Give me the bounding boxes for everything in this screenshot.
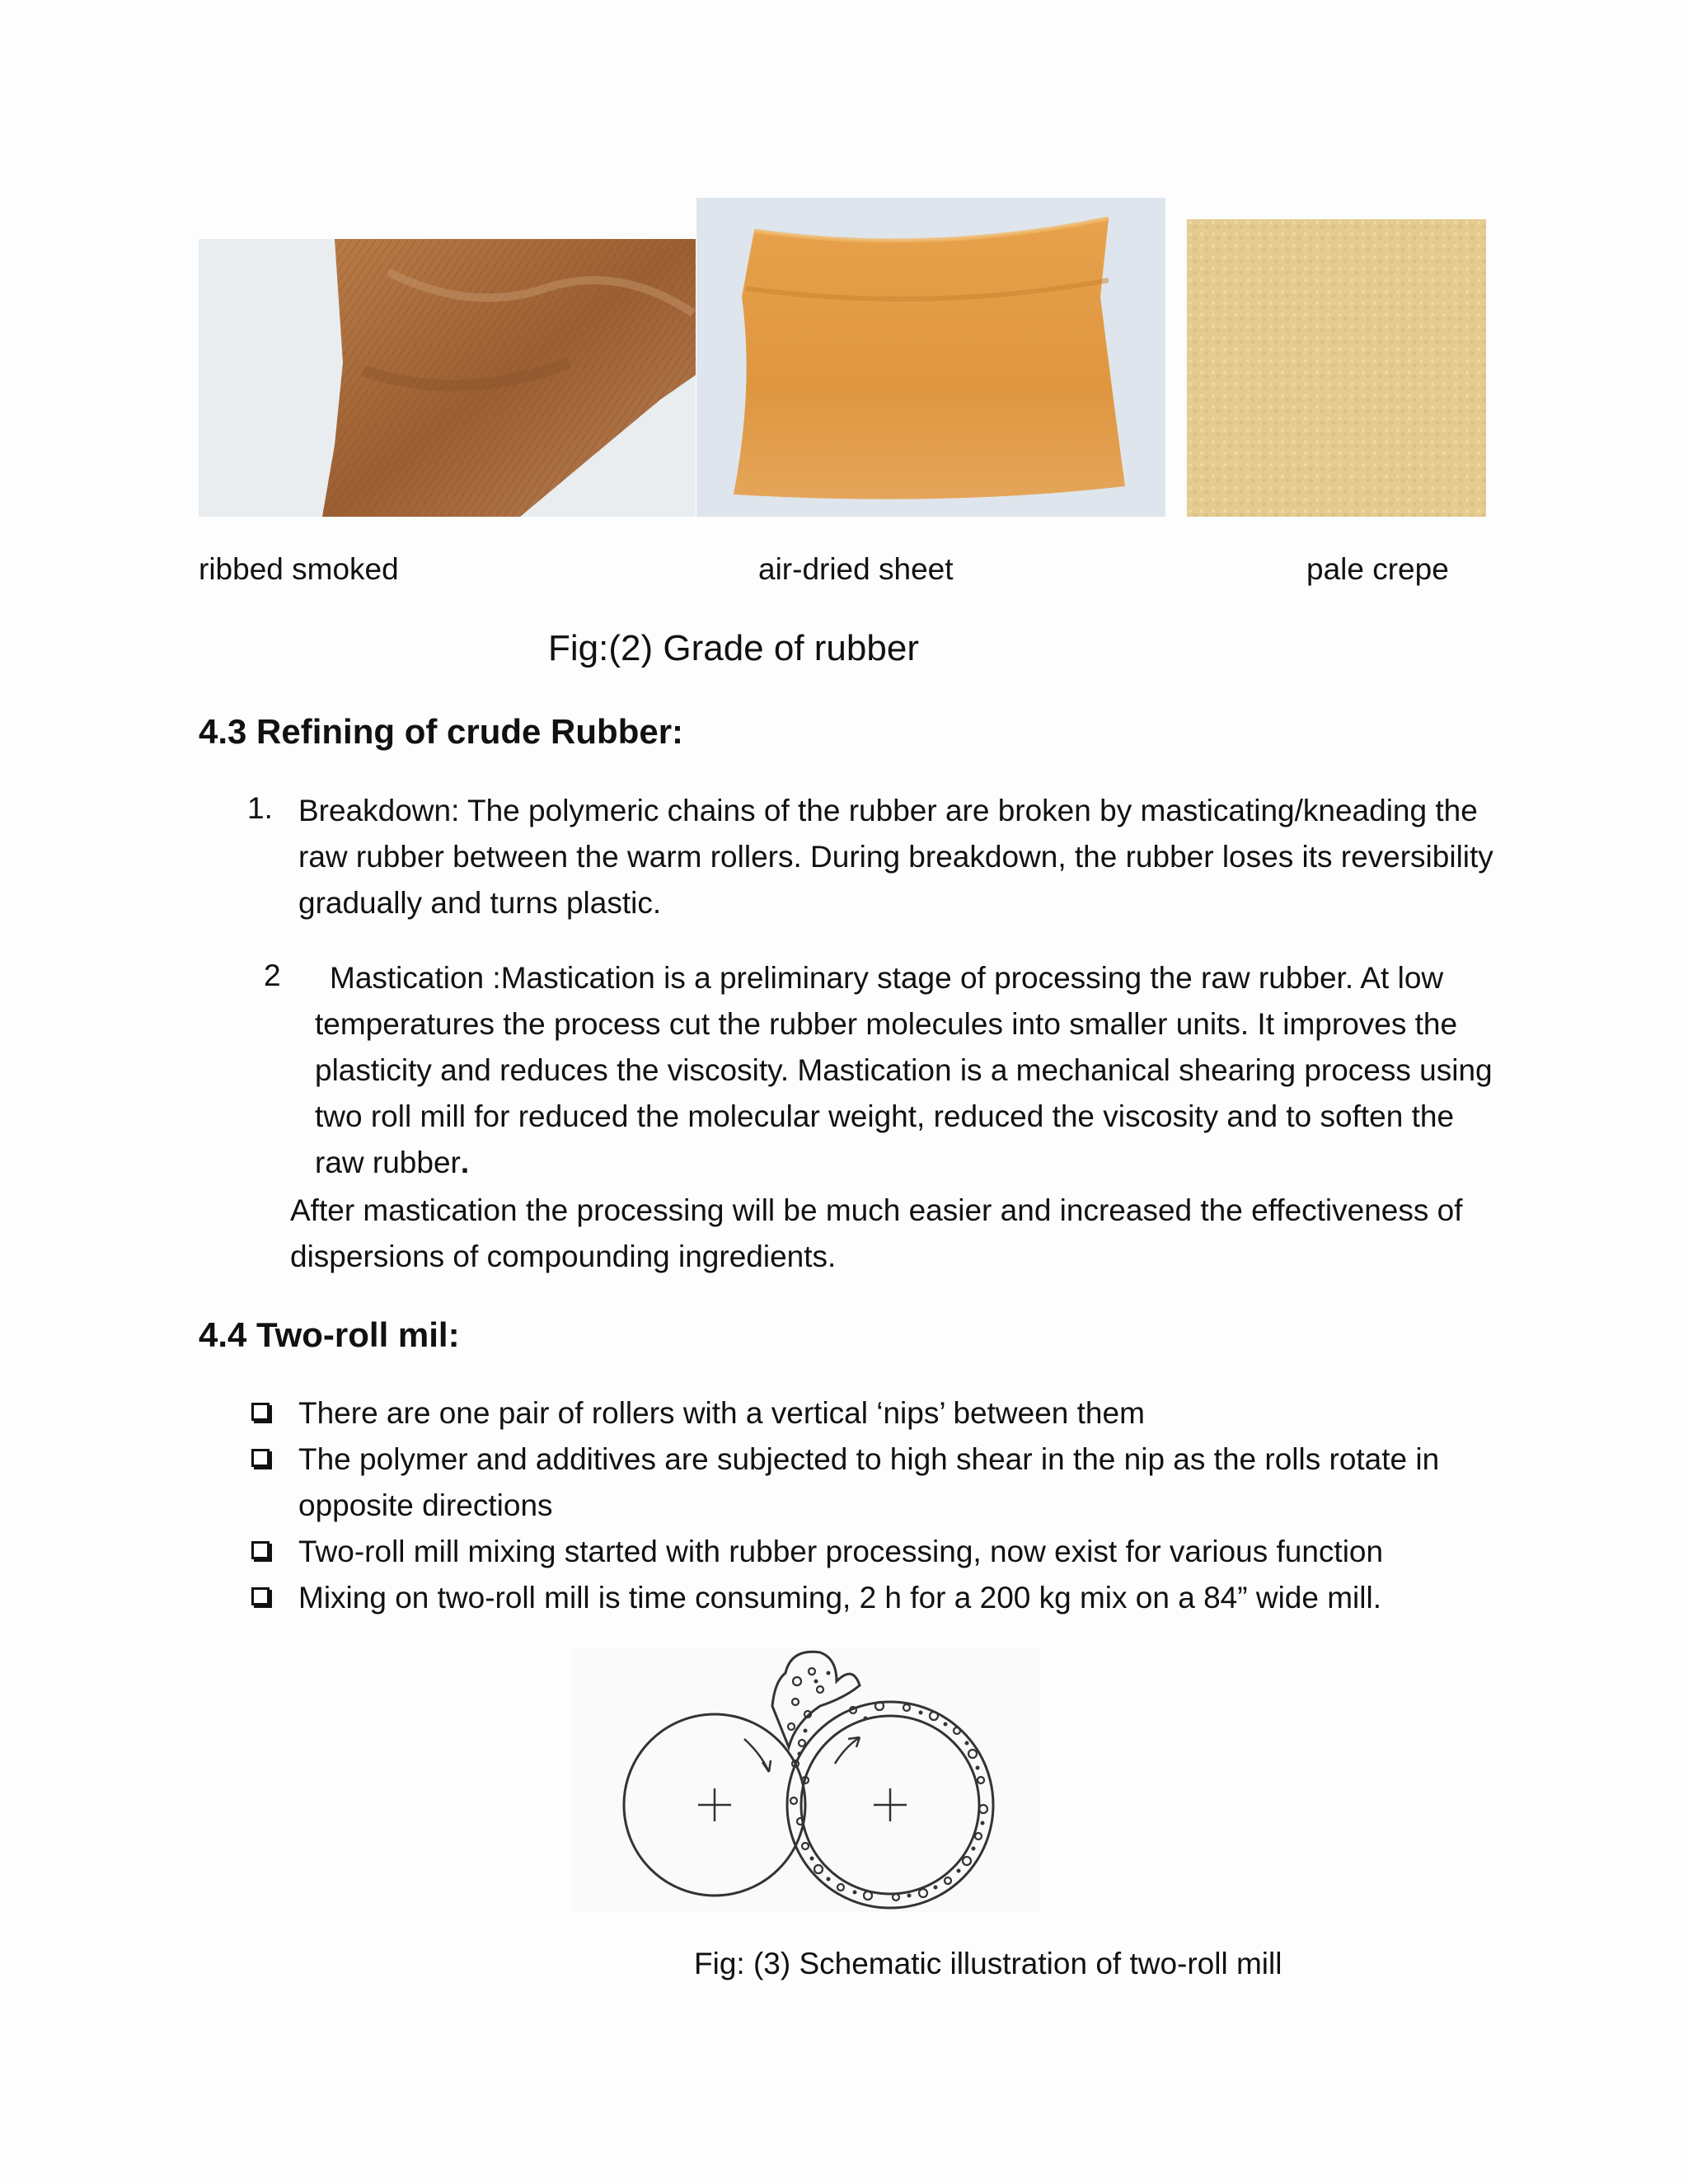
mastication-rest: temperatures the process cut the rubber molecules into smaller units. It improves the plasticity and reduces the viscosity. Mastication is a mechanical shearing process using two roll mill for reduced the molecular weight, reduced the viscosity and to soften the raw rubber (315, 1007, 1493, 1179)
checkbox-bullet-icon (251, 1587, 270, 1605)
bullet-item: Two-roll mill mixing started with rubber processing, now exist for various function (298, 1535, 1384, 1568)
bullet-item: The polymer and additives are subjected to high shear in the nip as the rolls rotate in opposite directions (298, 1442, 1440, 1522)
mastication-paragraph (315, 1001, 1502, 1186)
air-dried-sheet-caption: air‐dried sheet (758, 552, 954, 586)
bullet-item: There are one pair of rollers with a vertical ‘nips’ between them (298, 1396, 1145, 1430)
ribbed-smoked-caption: ribbed smoked (199, 552, 399, 586)
pale-crepe-photo (1187, 219, 1486, 517)
after-mastication-paragraph: After mastication the processing will be much easier and increased the effectiveness of dispersions of compounding ingredients. (290, 1193, 1463, 1273)
list-number-2: 2 (264, 958, 281, 992)
pale-crepe-caption: pale crepe (1306, 552, 1449, 586)
two-roll-mill-diagram (573, 1648, 1039, 1912)
figure-2-title: Fig:(2) Grade of rubber (548, 628, 919, 668)
checkbox-bullet-icon (251, 1449, 270, 1467)
checkbox-bullet-icon (251, 1403, 270, 1421)
ribbed-smoked-photo (199, 239, 696, 517)
mastication-first-line: Mastication :Mastication is a preliminary stage of processing the raw rubber. At low (330, 961, 1444, 995)
list-number-1: 1. (247, 791, 273, 825)
mastication-period: . (460, 1146, 470, 1179)
section-4-4-heading: 4.4 Two-roll mil: (199, 1315, 460, 1354)
section-4-3-heading: 4.3 Refining of crude Rubber: (199, 712, 684, 751)
breakdown-paragraph: Breakdown: The polymeric chains of the rubber are broken by masticating/kneading the raw rubber between the warm rollers. During breakdown, the rubber loses its reversibility gradually and turns plastic. (298, 794, 1493, 920)
checkbox-bullet-icon (251, 1541, 270, 1559)
bullet-item: Mixing on two-roll mill is time consuming, 2 h for a 200 kg mix on a 84” wide mill. (298, 1581, 1381, 1615)
figure-3-caption: Fig: (3) Schematic illustration of two-roll mill (694, 1947, 1282, 1980)
air-dried-sheet-photo (696, 198, 1165, 517)
